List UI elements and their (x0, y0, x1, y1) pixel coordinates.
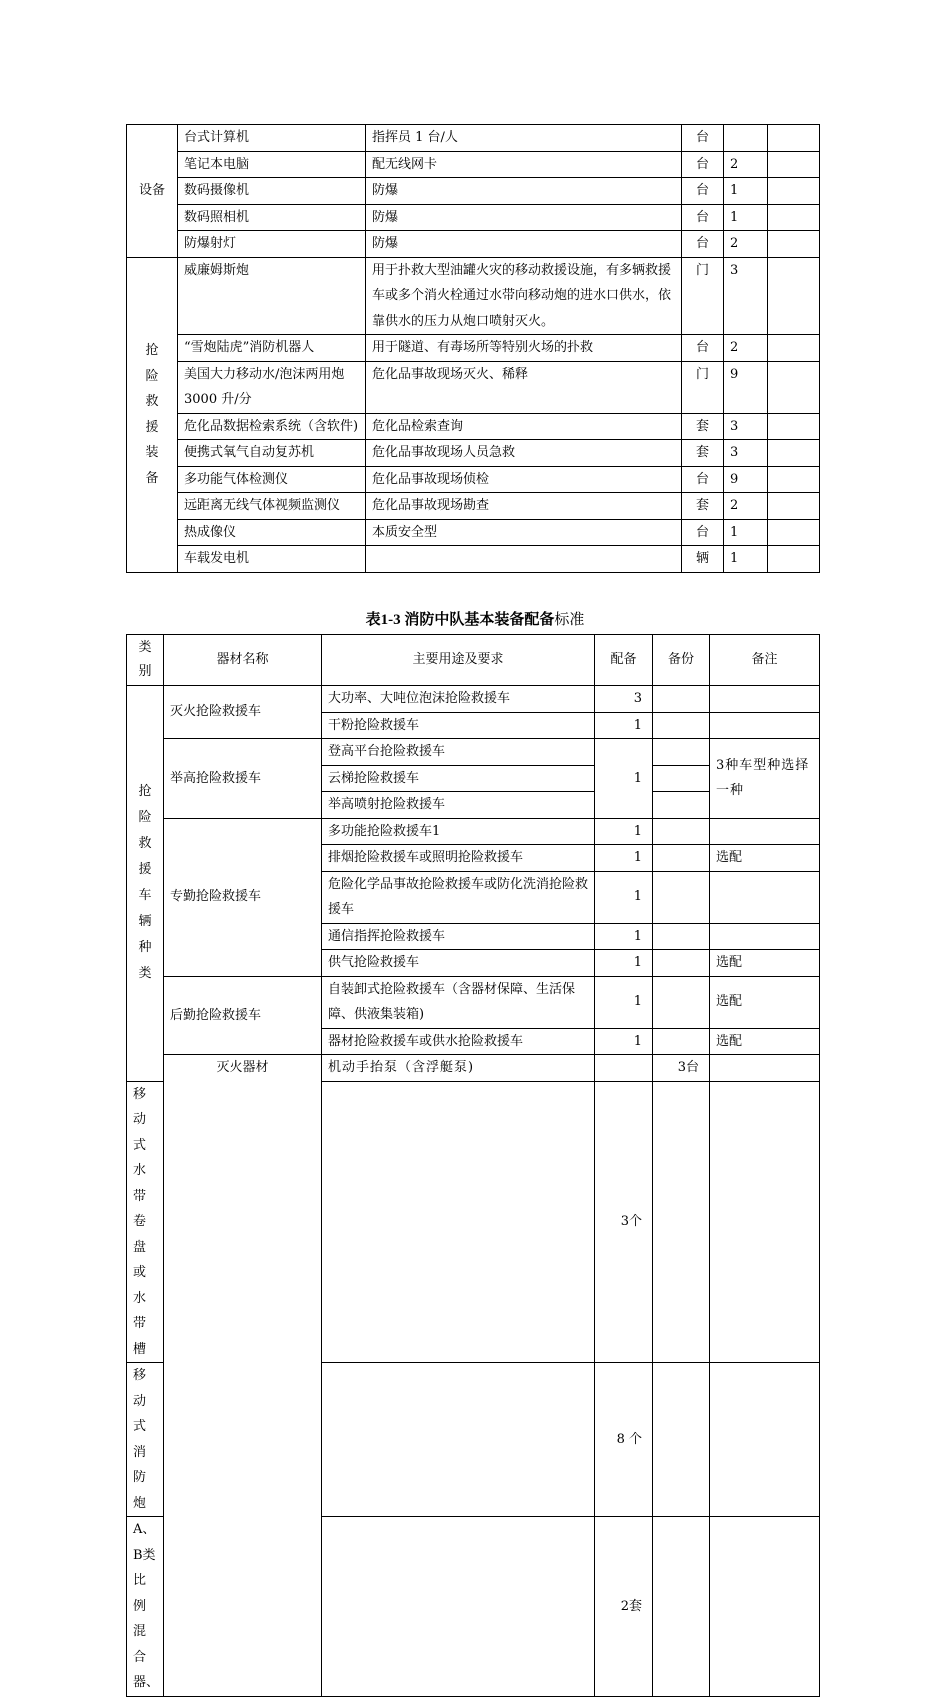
vehicle-use: 登高平台抢险救援车 (322, 739, 595, 766)
item-note (768, 335, 820, 362)
vehicle-note (710, 686, 820, 713)
item-qty: 1 (724, 546, 768, 573)
table-row (127, 466, 820, 493)
table-row (127, 257, 820, 335)
equipment-use (322, 1363, 595, 1517)
item-use: 危化品事故现场侦检 (366, 466, 682, 493)
vehicle-note: 选配 (710, 845, 820, 872)
vehicle-use: 供气抢险救援车 (322, 950, 595, 977)
vehicle-config: 1 (595, 739, 653, 819)
vehicle-note: 3种车型种选择一种 (710, 739, 820, 819)
item-use: 用于隧道、有毒场所等特别火场的扑救 (366, 335, 682, 362)
item-qty (724, 125, 768, 152)
header-config: 配备 (595, 635, 653, 686)
item-unit: 台 (682, 335, 724, 362)
vehicle-spare (653, 765, 710, 792)
item-note (768, 413, 820, 440)
item-qty: 3 (724, 257, 768, 335)
table-caption (0, 608, 950, 632)
equipment-spare (653, 1517, 710, 1697)
vehicle-spare (653, 739, 710, 766)
header-note: 备注 (710, 635, 820, 686)
item-use: 防爆 (366, 178, 682, 205)
item-note (768, 231, 820, 258)
item-name: 美国大力移动水/泡沫两用炮3000 升/分 (178, 361, 366, 413)
item-note (768, 257, 820, 335)
vehicle-spare (653, 845, 710, 872)
item-unit: 台 (682, 466, 724, 493)
vehicle-use: 大功率、大吨位泡沫抢险救援车 (322, 686, 595, 713)
header-row (127, 635, 820, 686)
vehicle-group-name: 灭火抢险救援车 (164, 686, 322, 739)
item-qty: 2 (724, 493, 768, 520)
vehicle-use: 通信指挥抢险救援车 (322, 923, 595, 950)
item-qty: 3 (724, 440, 768, 467)
item-use: 配无线网卡 (366, 151, 682, 178)
header-name: 器材名称 (164, 635, 322, 686)
table-row (127, 204, 820, 231)
item-note (768, 178, 820, 205)
item-qty: 2 (724, 151, 768, 178)
table-row (127, 686, 820, 713)
item-name: 笔记本电脑 (178, 151, 366, 178)
table-row (127, 361, 820, 413)
item-name: 车载发电机 (178, 546, 366, 573)
equipment-spare (653, 1081, 710, 1363)
vehicle-use: 干粉抢险救援车 (322, 712, 595, 739)
item-qty: 2 (724, 231, 768, 258)
caption-bold: 表1-3 消防中队基本装备配备 (365, 612, 555, 628)
category-cell: 抢险救援装备 (127, 257, 178, 572)
vehicle-spare (653, 976, 710, 1028)
vehicle-config: 1 (595, 950, 653, 977)
item-unit: 套 (682, 440, 724, 467)
item-use: 用于扑救大型油罐火灾的移动救援设施，有多辆救援车或多个消火栓通过水带向移动炮的进水口供水，依靠供水的压力从炮口喷射灭火。 (366, 257, 682, 335)
item-note (768, 440, 820, 467)
vehicle-config: 1 (595, 1028, 653, 1055)
equipment-spare (653, 1363, 710, 1517)
item-qty: 9 (724, 466, 768, 493)
table-row (127, 519, 820, 546)
item-unit: 台 (682, 151, 724, 178)
item-name: 防爆射灯 (178, 231, 366, 258)
equipment-config: 3台 (653, 1055, 710, 1082)
item-use: 防爆 (366, 204, 682, 231)
item-note (768, 204, 820, 231)
table-row (127, 151, 820, 178)
vehicle-group-name: 举高抢险救援车 (164, 739, 322, 819)
caption-normal: 标准 (554, 612, 585, 628)
item-unit: 台 (682, 519, 724, 546)
item-note (768, 361, 820, 413)
item-unit: 门 (682, 257, 724, 335)
item-unit: 辆 (682, 546, 724, 573)
item-name: 台式计算机 (178, 125, 366, 152)
item-name: 远距离无线气体视频监测仪 (178, 493, 366, 520)
item-use: 防爆 (366, 231, 682, 258)
vehicle-use: 举高喷射抢险救援车 (322, 792, 595, 819)
vehicle-config: 1 (595, 871, 653, 923)
item-use: 危化品事故现场灭火、稀释 (366, 361, 682, 413)
header-use: 主要用途及要求 (322, 635, 595, 686)
table-row (127, 125, 820, 152)
table-row (127, 231, 820, 258)
item-unit: 套 (682, 493, 724, 520)
equipment-table (126, 124, 820, 573)
header-category: 类别 (127, 635, 164, 686)
category-cell: 设备 (127, 125, 178, 258)
item-note (768, 493, 820, 520)
equipment-name: 移动式水带卷盘或水带槽 (127, 1081, 164, 1363)
vehicle-spare (653, 818, 710, 845)
vehicle-spare (653, 950, 710, 977)
equipment-spare (710, 1055, 820, 1082)
vehicle-note: 选配 (710, 1028, 820, 1055)
item-unit: 台 (682, 125, 724, 152)
vehicle-spare (653, 712, 710, 739)
equipment-note (710, 1517, 820, 1697)
vehicle-config: 1 (595, 976, 653, 1028)
item-use: 危化品事故现场人员急救 (366, 440, 682, 467)
vehicle-group-name: 专勤抢险救援车 (164, 818, 322, 976)
vehicle-use: 多功能抢险救援车1 (322, 818, 595, 845)
vehicle-note (710, 712, 820, 739)
equipment-config: 2套 (595, 1517, 653, 1697)
item-qty: 1 (724, 178, 768, 205)
item-name: 便携式氧气自动复苏机 (178, 440, 366, 467)
equipment-config: 8 个 (595, 1363, 653, 1517)
item-unit: 台 (682, 178, 724, 205)
item-name: 数码摄像机 (178, 178, 366, 205)
category-cell: 抢险救援车辆种类 (127, 686, 164, 1082)
item-qty: 1 (724, 204, 768, 231)
item-unit: 台 (682, 204, 724, 231)
equipment-name: 机动手抬泵（含浮艇泵) (322, 1055, 595, 1082)
vehicle-note (710, 923, 820, 950)
item-note (768, 466, 820, 493)
vehicle-config: 1 (595, 712, 653, 739)
table-row (127, 739, 820, 766)
item-use (366, 546, 682, 573)
vehicle-use: 器材抢险救援车或供水抢险救援车 (322, 1028, 595, 1055)
header-spare: 备份 (653, 635, 710, 686)
equipment-use (595, 1055, 653, 1082)
item-name: 危化品数据检索系统（含软件) (178, 413, 366, 440)
equipment-config: 3个 (595, 1081, 653, 1363)
table-row (127, 546, 820, 573)
vehicle-note: 选配 (710, 950, 820, 977)
equipment-use (322, 1517, 595, 1697)
vehicle-spare (653, 871, 710, 923)
vehicle-group-name: 后勤抢险救援车 (164, 976, 322, 1055)
table-row (127, 335, 820, 362)
vehicle-spare (653, 1028, 710, 1055)
vehicle-use: 云梯抢险救援车 (322, 765, 595, 792)
squad-equipment-table (126, 634, 820, 1697)
item-name: 多功能气体检测仪 (178, 466, 366, 493)
item-note (768, 125, 820, 152)
item-name: 数码照相机 (178, 204, 366, 231)
item-unit: 台 (682, 231, 724, 258)
vehicle-spare (653, 923, 710, 950)
item-qty: 1 (724, 519, 768, 546)
table-row (127, 413, 820, 440)
vehicle-note (710, 871, 820, 923)
equipment-use (322, 1081, 595, 1363)
equipment-name: A、B类比例混合器、 (127, 1517, 164, 1697)
item-use: 危化品检索查询 (366, 413, 682, 440)
vehicle-use: 危险化学品事故抢险救援车或防化洗消抢险救援车 (322, 871, 595, 923)
item-note (768, 519, 820, 546)
item-unit: 套 (682, 413, 724, 440)
vehicle-use: 自装卸式抢险救援车（含器材保障、生活保障、供液集装箱) (322, 976, 595, 1028)
vehicle-config: 3 (595, 686, 653, 713)
item-name: 威廉姆斯炮 (178, 257, 366, 335)
equipment-note (710, 1081, 820, 1363)
item-use: 本质安全型 (366, 519, 682, 546)
equipment-name: 移动式消防炮 (127, 1363, 164, 1517)
vehicle-use: 排烟抢险救援车或照明抢险救援车 (322, 845, 595, 872)
vehicle-note (710, 818, 820, 845)
item-note (768, 546, 820, 573)
table-row (127, 178, 820, 205)
table-row (127, 818, 820, 845)
vehicle-spare (653, 686, 710, 713)
table-row (127, 1055, 820, 1082)
item-note (768, 151, 820, 178)
table-row (127, 440, 820, 467)
vehicle-config: 1 (595, 923, 653, 950)
item-use: 危化品事故现场勘查 (366, 493, 682, 520)
category-cell: 灭火器材 (164, 1055, 322, 1697)
item-name: “雪炮陆虎”消防机器人 (178, 335, 366, 362)
item-use: 指挥员 1 台/人 (366, 125, 682, 152)
equipment-note (710, 1363, 820, 1517)
item-qty: 9 (724, 361, 768, 413)
table-row (127, 493, 820, 520)
vehicle-spare (653, 792, 710, 819)
item-unit: 门 (682, 361, 724, 413)
item-name: 热成像仪 (178, 519, 366, 546)
item-qty: 2 (724, 335, 768, 362)
vehicle-config: 1 (595, 845, 653, 872)
item-qty: 3 (724, 413, 768, 440)
vehicle-config: 1 (595, 818, 653, 845)
table-row (127, 976, 820, 1028)
vehicle-note: 选配 (710, 976, 820, 1028)
